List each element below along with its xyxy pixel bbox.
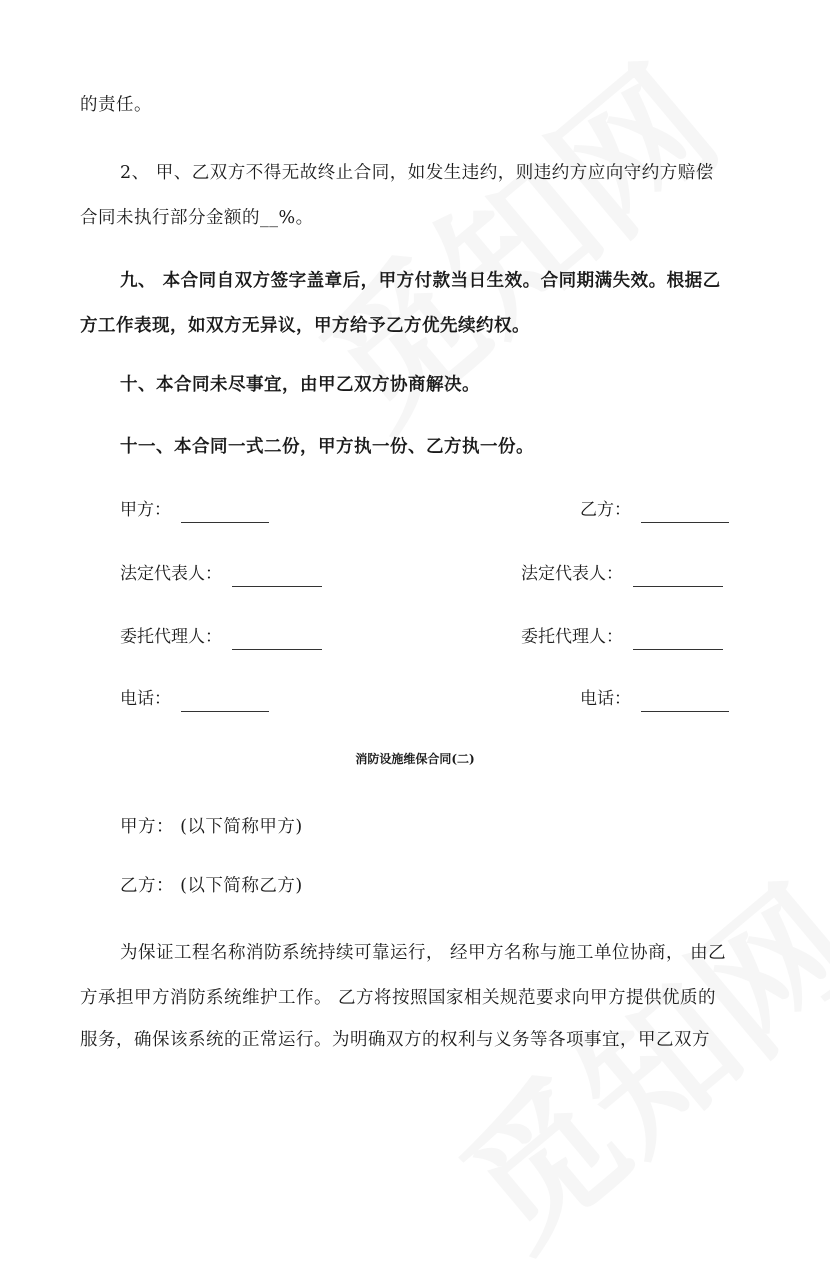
- phone-b-blank: [641, 691, 729, 712]
- contract-2-party-b: 乙方： (以下简称乙方): [120, 876, 303, 896]
- agent-b-blank: [633, 629, 723, 650]
- phone-a-signature: [120, 686, 269, 712]
- party-a-blank: [181, 502, 269, 523]
- clause-2-line-2: 合同未执行部分金额的__%。: [80, 208, 314, 228]
- party-b-signature: [580, 497, 729, 523]
- agent-a-signature: [120, 624, 322, 650]
- legal-rep-b-signature: [521, 561, 723, 587]
- party-a-signature: [120, 497, 269, 523]
- phone-a-label: 电话：: [120, 689, 171, 709]
- party-a-label: 甲方：: [120, 500, 171, 520]
- clause-9-line-2: 方工作表现，如双方无异议，甲方给予乙方优先续约权。: [80, 316, 530, 336]
- contract-2-party-a: 甲方： (以下简称甲方): [120, 817, 303, 837]
- contract-2-title: 消防设施维保合同(二): [355, 752, 475, 766]
- intro-line-1: 为保证工程名称消防系统持续可靠运行， 经甲方名称与施工单位协商， 由乙: [120, 943, 727, 963]
- legal-rep-a-label: 法定代表人：: [120, 564, 222, 584]
- clause-10: 十、本合同未尽事宜，由甲乙双方协商解决。: [120, 375, 480, 395]
- agent-a-label: 委托代理人：: [120, 627, 222, 647]
- legal-rep-b-blank: [633, 566, 723, 587]
- agent-b-label: 委托代理人：: [521, 627, 623, 647]
- agent-a-blank: [232, 629, 322, 650]
- party-b-label: 乙方：: [580, 500, 631, 520]
- clause-9-line-1: 九、 本合同自双方签字盖章后，甲方付款当日生效。合同期满失效。根据乙: [120, 271, 721, 291]
- party-b-blank: [641, 502, 729, 523]
- carry-over-text: 的责任。: [80, 95, 152, 115]
- clause-11: 十一、本合同一式二份，甲方执一份、乙方执一份。: [120, 437, 534, 457]
- intro-line-2: 方承担甲方消防系统维护工作。 乙方将按照国家相关规范要求向甲方提供优质的: [80, 988, 717, 1008]
- legal-rep-b-label: 法定代表人：: [521, 564, 623, 584]
- phone-b-signature: [580, 686, 729, 712]
- legal-rep-a-signature: [120, 561, 322, 587]
- agent-b-signature: [521, 624, 723, 650]
- intro-line-3: 服务，确保该系统的正常运行。为明确双方的权利与义务等各项事宜，甲乙双方: [80, 1030, 710, 1050]
- watermark-text-bottom: [410, 831, 830, 1285]
- phone-b-label: 电话：: [580, 689, 631, 709]
- clause-2-line-1: 2、 甲、乙双方不得无故终止合同，如发生违约，则违约方应向守约方赔偿: [120, 163, 714, 183]
- phone-a-blank: [181, 691, 269, 712]
- legal-rep-a-blank: [232, 566, 322, 587]
